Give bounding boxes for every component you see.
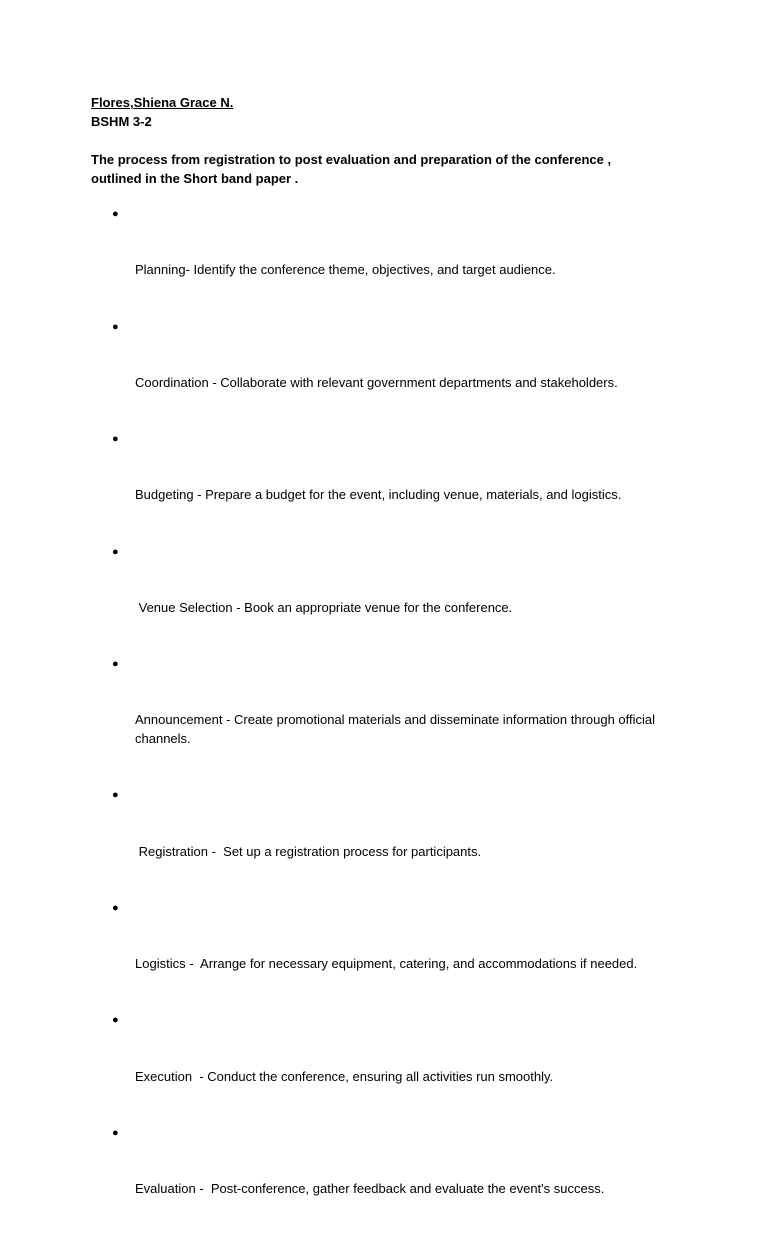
step-text: Execution - Conduct the conference, ensuring all activities run smoothly. (135, 1068, 554, 1084)
step-text: Planning- Identify the conference theme, objectives, and target audience. (135, 262, 556, 278)
step-text: Coordination - Collaborate with relevant government departments and stakeholders. (135, 374, 618, 390)
bullet-icon: ● (112, 208, 119, 220)
bullet-icon: ● (112, 901, 119, 914)
bullet-icon: ● (112, 1014, 119, 1027)
list-item (91, 1011, 691, 1124)
list-item (91, 205, 691, 318)
list-item (91, 543, 691, 656)
heading-line: outlined in the Short band paper . (91, 171, 299, 186)
step-text: Venue Selection - Book an appropriate venue for the conference. (135, 599, 513, 615)
step-text: Registration - Set up a registration process for participants. (135, 843, 482, 859)
bullet-icon: ● (112, 1126, 119, 1139)
author-name: Flores,Shiena Grace N. (91, 95, 234, 110)
bullet-icon: ● (112, 433, 119, 445)
step-text: Budgeting - Prepare a budget for the event, including venue, materials, and logistics. (135, 487, 622, 503)
list-item (91, 430, 691, 543)
step-text: Evaluation - Post-conference, gather feedback and evaluate the event's success. (135, 1181, 605, 1196)
list-item (91, 1124, 691, 1236)
document-heading (91, 150, 691, 188)
bullet-icon: ● (112, 320, 119, 333)
bullet-icon: ● (112, 789, 119, 802)
bullet-icon: ● (112, 545, 119, 558)
step-text: Announcement - Create promotional materials and disseminate information through official channels. (135, 712, 659, 746)
list-item (91, 318, 691, 431)
list-item (91, 899, 691, 1012)
step-text: Logistics - Arrange for necessary equipment, catering, and accommodations if needed. (135, 956, 638, 971)
heading-line: The process from registration to post evaluation and preparation of the conference , (91, 152, 612, 167)
section-code: BSHM 3-2 (91, 114, 152, 129)
list-item (91, 655, 691, 786)
list-item (91, 786, 691, 899)
document-content (91, 93, 691, 1236)
process-steps-list (91, 205, 691, 1236)
bullet-icon: ● (112, 658, 119, 670)
